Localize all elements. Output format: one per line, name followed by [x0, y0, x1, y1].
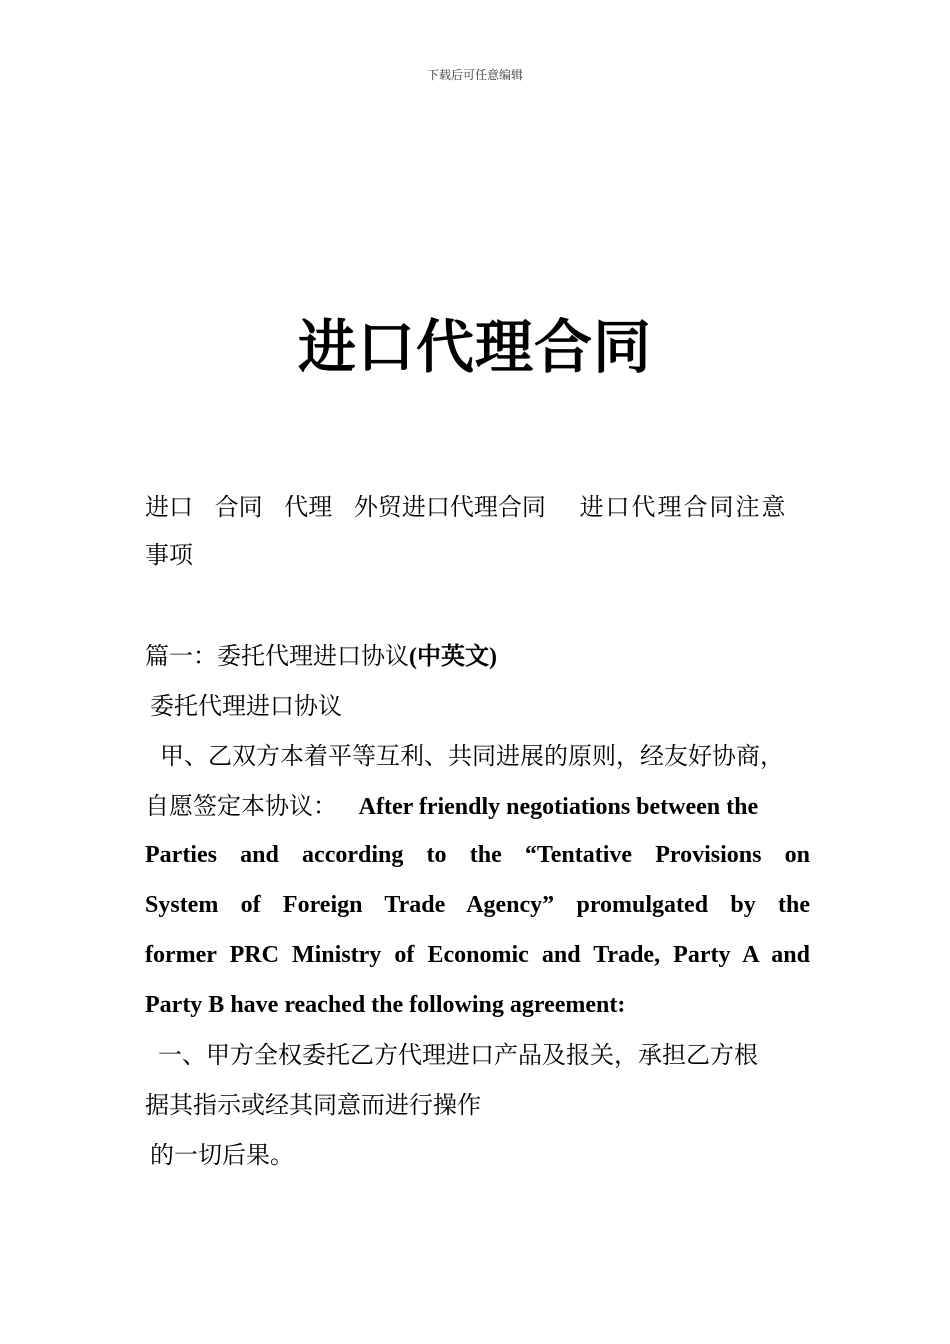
section-heading: [145, 641, 810, 672]
clause-line: 的一切后果。: [150, 1141, 294, 1169]
keyword: 进口代理合同注意: [579, 493, 788, 521]
paragraph-en-line: Party B have reached the following agreement:: [145, 992, 626, 1018]
paragraph-cn-line: 甲、乙双方本着平等互利、共同进展的原则，经友好协商，: [160, 742, 784, 770]
clause-line: 一、甲方全权委托乙方代理进口产品及报关，承担乙方根: [158, 1041, 758, 1069]
page-header-note: 下载后可任意编辑: [426, 68, 523, 82]
paragraph-en-line: former PRC Ministry of Economic and Trade, Party A and: [145, 942, 810, 968]
keyword: 进口: [145, 493, 193, 521]
paragraph-en-fragment: After friendly negotiations between the: [358, 794, 759, 820]
document-title: 进口代理合同: [297, 313, 652, 381]
clause-line: 据其指示或经其同意而进行操作: [145, 1091, 481, 1119]
paragraph-en-line: System of Foreign Trade Agency” promulgated by the: [145, 892, 810, 918]
keyword: 外贸进口代理合同: [353, 493, 546, 521]
section-heading-suffix: (中英文): [409, 644, 497, 670]
paragraph-en-line: Parties and according to the “Tentative Provisions on: [145, 842, 810, 868]
paragraph-cn-fragment: 自愿签定本协议：: [145, 792, 337, 820]
agreement-subtitle: 委托代理进口协议: [150, 692, 342, 720]
paragraph-mixed-line: [145, 791, 810, 822]
section-heading-text: 篇一：委托代理进口协议: [145, 642, 409, 670]
keyword-line: [145, 492, 815, 522]
keyword-line-continued: 事项: [145, 541, 193, 569]
keyword: 合同: [214, 493, 263, 521]
keyword: 代理: [284, 493, 333, 521]
